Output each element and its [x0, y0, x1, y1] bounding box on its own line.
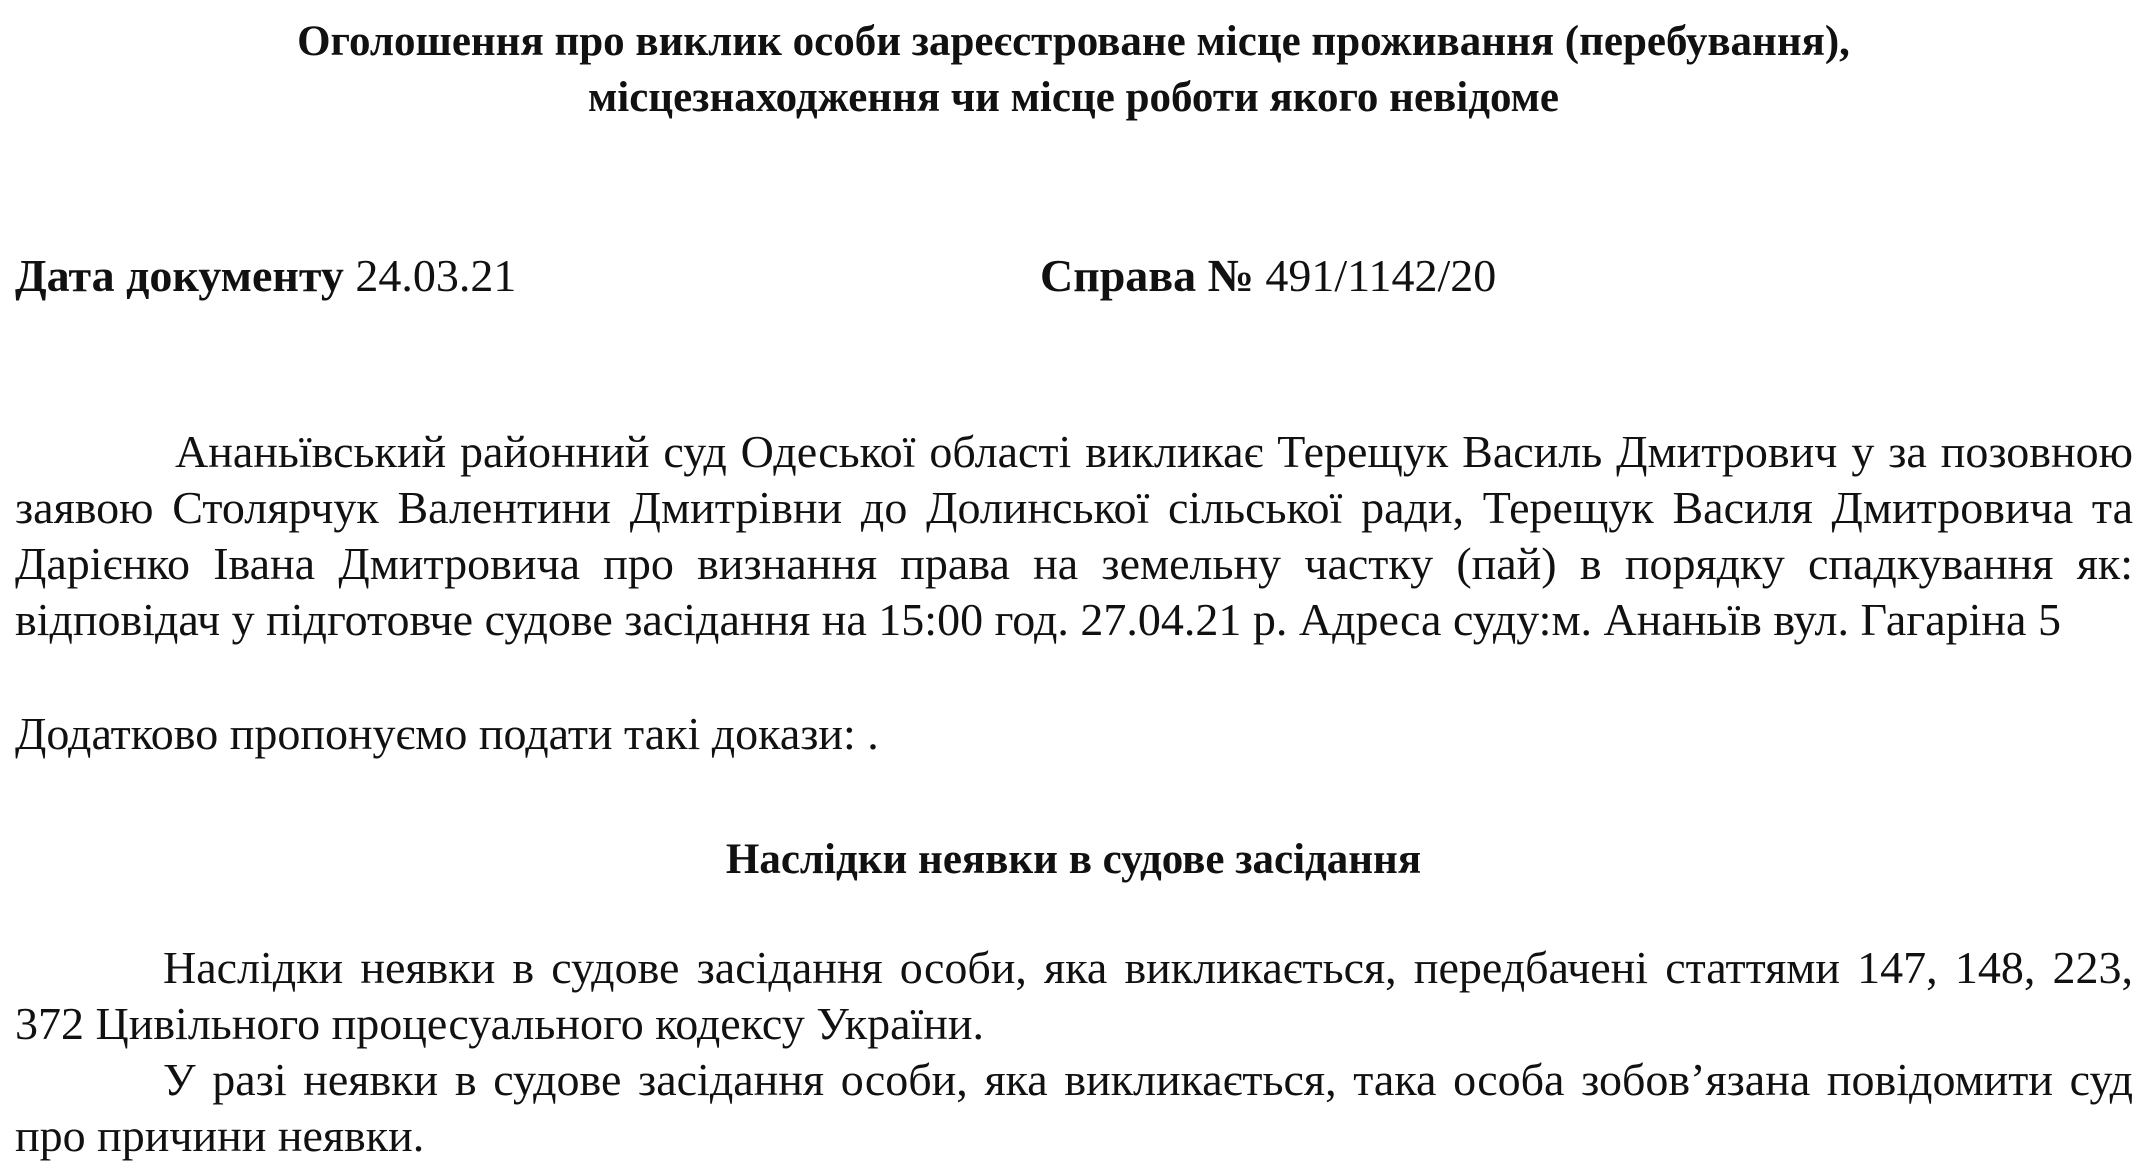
document-meta-row — [15, 246, 2135, 306]
document-date-label: Дата документу — [15, 250, 344, 301]
consequences-heading: Наслідки неявки в судове засідання — [725, 836, 1422, 883]
case-number-label: Справа № — [1040, 250, 1254, 301]
case-number — [1040, 246, 1496, 306]
document-title — [0, 14, 2147, 126]
summons-paragraph: Ананьївський районний суд Одеської області викликає Терещук Василь Дмитрович у за позовною заявою Столярчук Валентини Дмитрівни до Долинської сільської ради, Терещук Василя Дмитровича та Дарієнко Івана Дмитровича про визнання права на земельну частку (пай) в порядку спадкування як: відповідач у підготовче судове засідання на 15:00 год. 27.04.21 р. Адреса суду:м. Ананьїв вул. Гагаріна 5 — [15, 426, 2133, 645]
obligation-paragraph: У разі неявки в судове засідання особи, яка викликається, така особа зобов’язана повідомити суд про причини неявки. — [15, 1054, 2133, 1161]
document-title-line-2: місцезнаходження чи місце роботи якого невідоме — [587, 74, 1560, 121]
consequences-paragraph: Наслідки неявки в судове засідання особи, яка викликається, передбачені статтями 147, 148, 223, 372 Цивільного процесуального кодексу України. — [15, 942, 2133, 1049]
document-date — [15, 246, 516, 306]
case-number-value: 491/1142/20 — [1265, 250, 1497, 301]
document-title-line-1: Оголошення про виклик особи зареєстроване місце проживання (перебування), — [297, 18, 1850, 65]
document-date-value: 24.03.21 — [355, 250, 517, 301]
evidence-paragraph: Додатково пропонуємо подати такі докази: . — [15, 708, 879, 759]
